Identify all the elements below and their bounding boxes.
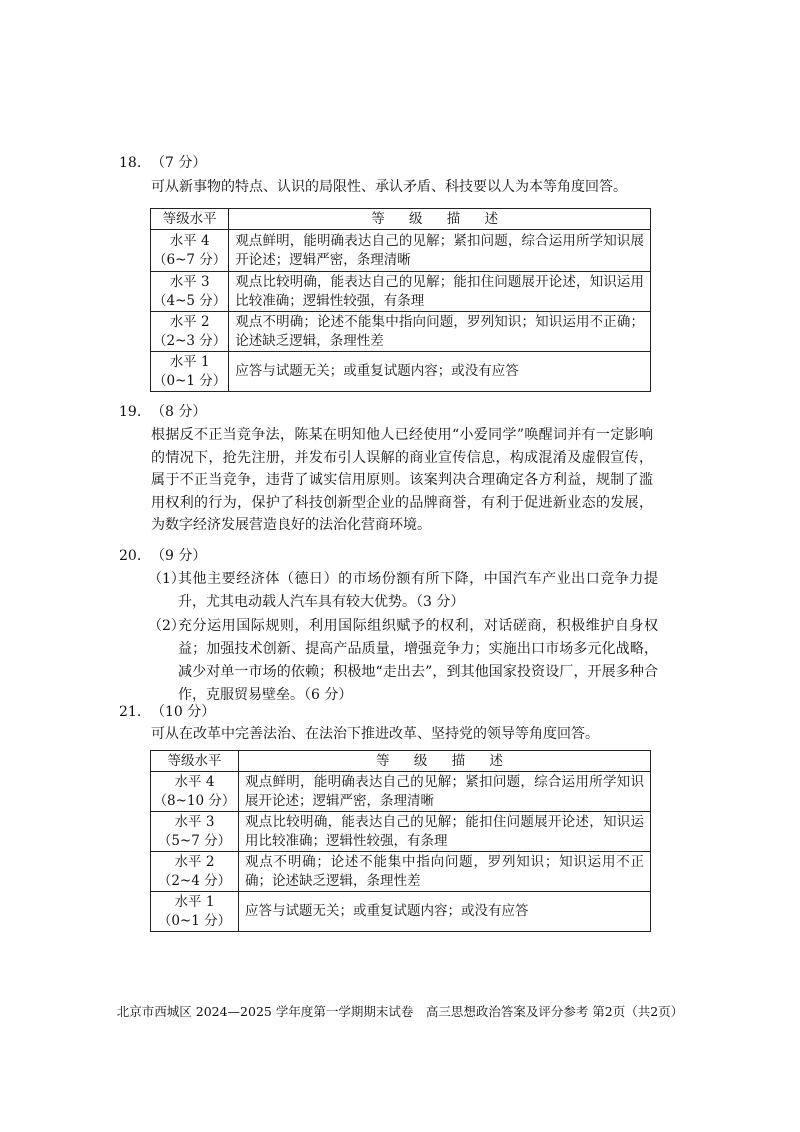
header-description: 等 级 描 述: [229, 209, 651, 230]
level-cell: [151, 352, 229, 392]
q21-number: 21.: [119, 704, 142, 720]
level-score: （6~7 分）: [153, 251, 227, 268]
table-header-row: [151, 209, 651, 230]
table-row: [151, 312, 651, 352]
level-description: 观点鲜明，能明确表达自己的见解；紧扣问题，综合运用所学知识展开论述；逻辑严密，条理清晰: [238, 772, 650, 812]
table-row: [151, 892, 651, 932]
q20-points: （9 分）: [151, 548, 207, 564]
level-name: 水平 3: [169, 273, 210, 290]
level-cell: [151, 272, 229, 312]
level-cell: [151, 230, 229, 272]
level-description: 观点比较明确，能表达自己的见解；能扣住问题展开论述，知识运用比较准确；逻辑性较强，有条理: [229, 272, 651, 312]
level-description: 观点不明确；论述不能集中指向问题，罗列知识；知识运用不正确；论述缺乏逻辑，条理性差: [238, 852, 650, 892]
q20-item-2-label: （2）: [148, 618, 185, 634]
table-row: [151, 272, 651, 312]
table-header-row: [151, 751, 651, 772]
q19-answer: [151, 424, 653, 537]
level-cell: [151, 812, 239, 852]
q18-points: （7 分）: [151, 155, 207, 171]
q19-heading: [119, 402, 206, 422]
level-description: 观点不明确；论述不能集中指向问题，罗列知识；知识运用不正确；论述缺乏逻辑，条理性差: [229, 312, 651, 352]
level-score: （8~10 分）: [153, 792, 236, 809]
level-score: （0~1 分）: [157, 912, 232, 929]
q20-heading: [119, 546, 206, 566]
level-description: 观点比较明确，能表达自己的见解；能扣住问题展开论述，知识运用比较准确；逻辑性较强，有条理: [238, 812, 650, 852]
level-description: 应答与试题无关；或重复试题内容；或没有应答: [238, 892, 650, 932]
table-row: [151, 352, 651, 392]
level-name: 水平 1: [169, 353, 210, 370]
q19-answer-text: 根据反不正当竞争法，陈某在明知他人已经使用“小爱同学”唤醒词并有一定影响的情况下，抢先注册，并发布引人误解的商业宣传信息，构成混淆及虚假宣传，属于不正当竞争，违背了诚实信用原则。该案判决合理确定各方利益，规制了滥用权利的行为，保护了科技创新型企业的品牌商誉，有利于促进新业态的发展，为数字经济发展营造良好的法治化营商环境。: [151, 427, 653, 533]
q21-points: （10 分）: [151, 704, 216, 720]
q20-number: 20.: [119, 548, 142, 564]
q20-item-1: [148, 568, 658, 614]
level-cell: [151, 852, 239, 892]
table-row: [151, 772, 651, 812]
q21-grading-table: [150, 750, 651, 932]
q20-item-2: [148, 615, 658, 707]
q19-points: （8 分）: [151, 404, 207, 420]
level-score: （2~3 分）: [153, 332, 227, 349]
q18-grading-table: [150, 208, 651, 392]
q20-item-1-text: 其他主要经济体（德日）的市场份额有所下降，中国汽车产业出口竞争力提升，尤其电动载人汽车具有较大优势。（3 分）: [178, 571, 658, 610]
level-name: 水平 2: [169, 313, 210, 330]
level-name: 水平 3: [174, 813, 215, 830]
q20-item-1-label: （1）: [148, 571, 185, 587]
level-score: （4~5 分）: [153, 292, 227, 309]
q18-number: 18.: [119, 155, 142, 171]
q18-intro: [151, 176, 651, 199]
header-level: 等级水平: [151, 209, 229, 230]
level-description: 应答与试题无关；或重复试题内容；或没有应答: [229, 352, 651, 392]
level-name: 水平 2: [174, 853, 215, 870]
level-cell: [151, 892, 239, 932]
q18-heading: [119, 153, 206, 173]
header-description: 等 级 描 述: [238, 751, 650, 772]
header-level: 等级水平: [151, 751, 239, 772]
q21-intro: [151, 723, 651, 746]
q19-number: 19.: [119, 404, 142, 420]
level-cell: [151, 312, 229, 352]
level-cell: [151, 772, 239, 812]
page-footer: 北京市西城区 2024—2025 学年度第一学期期末试卷 高三思想政治答案及评分参考 第2页（共2页）: [116, 1004, 684, 1019]
level-score: （5~7 分）: [157, 832, 232, 849]
table-row: [151, 230, 651, 272]
level-score: （2~4 分）: [157, 872, 232, 889]
q18-intro-text: 可从新事物的特点、认识的局限性、承认矛盾、科技要以人为本等角度回答。: [151, 179, 627, 195]
level-name: 水平 4: [169, 232, 210, 249]
table-row: [151, 852, 651, 892]
q21-heading: [119, 702, 215, 722]
level-description: 观点鲜明，能明确表达自己的见解；紧扣问题，综合运用所学知识展开论述；逻辑严密，条理清晰: [229, 230, 651, 272]
q20-item-2-text: 充分运用国际规则，利用国际组织赋予的权利，对话磋商，积极维护自身权益；加强技术创新、提高产品质量，增强竞争力；实施出口市场多元化战略，减少对单一市场的依赖；积极地“走出去”，到其他国家投资设厂，开展多种合作，克服贸易壁垒。（6 分）: [178, 618, 658, 703]
q21-intro-text: 可从在改革中完善法治、在法治下推进改革、坚持党的领导等角度回答。: [151, 726, 599, 742]
table-row: [151, 812, 651, 852]
level-name: 水平 1: [174, 893, 215, 910]
level-name: 水平 4: [174, 773, 215, 790]
level-score: （0~1 分）: [153, 372, 227, 389]
